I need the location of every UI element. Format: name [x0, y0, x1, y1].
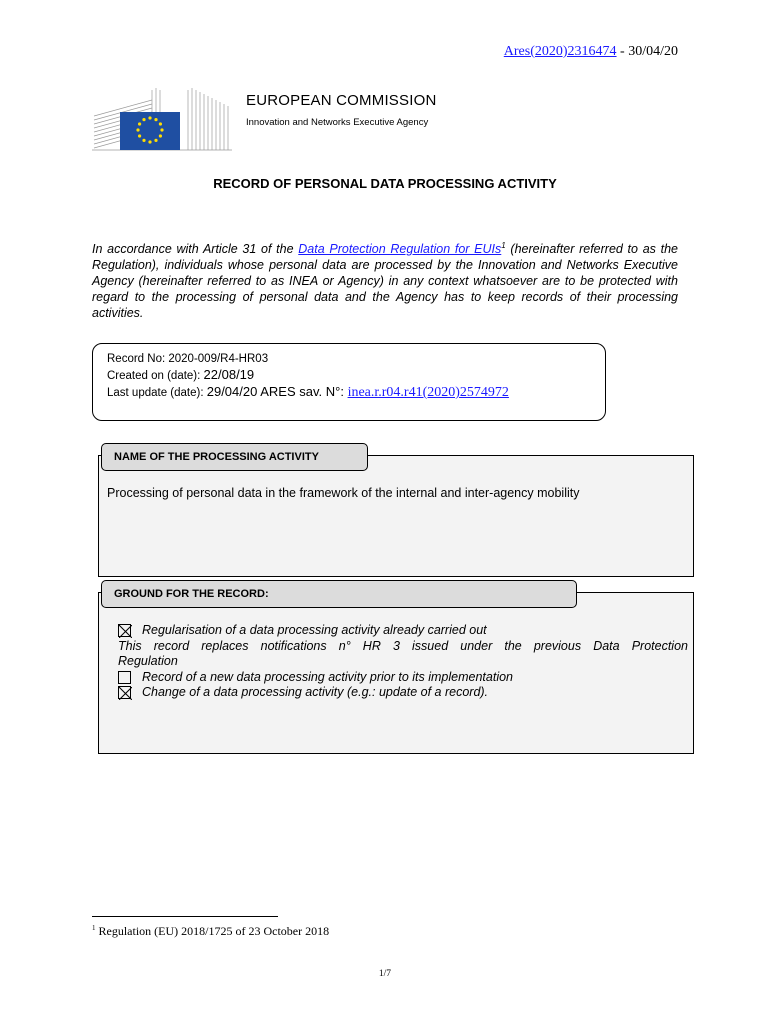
organization-block	[246, 92, 437, 128]
page-number: 1/7	[378, 969, 392, 979]
footnote-divider	[92, 916, 278, 917]
footnote	[92, 924, 329, 939]
ares-reference	[504, 44, 678, 60]
ares-sav-label: ARES sav. N°:	[257, 384, 348, 399]
record-number-row	[107, 352, 591, 367]
processing-activity-label: NAME OF THE PROCESSING ACTIVITY	[101, 443, 368, 471]
ground-for-record-options	[118, 623, 688, 701]
checked-checkbox-icon[interactable]	[118, 686, 131, 699]
option-new-activity	[118, 670, 688, 686]
option-regularisation-note-cont: Regulation	[118, 654, 178, 668]
record-info-box	[92, 343, 606, 421]
organization-name: EUROPEAN COMMISSION	[246, 92, 437, 109]
checked-checkbox-icon[interactable]	[118, 624, 131, 637]
created-date-row	[107, 367, 591, 384]
ares-reference-date: - 30/04/20	[616, 44, 678, 59]
unchecked-checkbox-icon[interactable]	[118, 671, 131, 684]
option-regularisation-note: This record replaces notifications n° HR 3 issued under the previous Data Protection	[118, 638, 688, 653]
created-date-label: Created on (date):	[107, 370, 204, 382]
record-number-value: 2020-009/R4-HR03	[168, 353, 269, 365]
record-number-label: Record No:	[107, 353, 169, 365]
regulation-link[interactable]: Data Protection Regulation for EUIs	[298, 242, 502, 257]
footnote-reference: 1	[501, 241, 506, 250]
option-regularisation	[118, 623, 688, 639]
intro-text-after: (hereinafter referred to as the Regulation), individuals whose personal data are processed by the Innovation and Networks Executive Agency (hereinafter referred to as INEA or Agency) in any context whatsoever are to be protected with regard to the processing of personal data and the Agency has to keep records of their processing activities.	[92, 242, 678, 321]
processing-activity-text: Processing of personal data in the framework of the internal and inter-agency mobility	[107, 486, 580, 500]
last-update-label: Last update (date):	[107, 387, 207, 399]
option-new-activity-label: Record of a new data processing activity prior to its implementation	[142, 669, 514, 684]
option-regularisation-label: Regularisation of a data processing activity already carried out	[142, 623, 487, 637]
footnote-mark: 1	[92, 924, 96, 932]
last-update-value: 29/04/20	[206, 384, 258, 399]
ares-sav-link[interactable]: inea.r.r04.r41(2020)2574972	[347, 385, 509, 400]
agency-name: Innovation and Networks Executive Agency	[246, 117, 429, 128]
intro-text-before: In accordance with Article 31 of the	[92, 242, 299, 257]
created-date-value: 22/08/19	[203, 367, 255, 382]
document-title: RECORD OF PERSONAL DATA PROCESSING ACTIVITY	[213, 176, 557, 191]
last-update-row	[107, 384, 591, 401]
ground-for-record-label: GROUND FOR THE RECORD:	[101, 580, 577, 608]
ares-reference-link[interactable]: Ares(2020)2316474	[503, 44, 617, 59]
intro-paragraph	[92, 238, 678, 321]
footnote-text: Regulation (EU) 2018/1725 of 23 October 2018	[95, 924, 330, 938]
option-change-activity-label: Change of a data processing activity (e.g.: update of a record).	[142, 685, 489, 699]
option-change-activity	[118, 685, 688, 701]
european-commission-logo	[92, 86, 232, 152]
processing-activity-section	[98, 455, 694, 577]
